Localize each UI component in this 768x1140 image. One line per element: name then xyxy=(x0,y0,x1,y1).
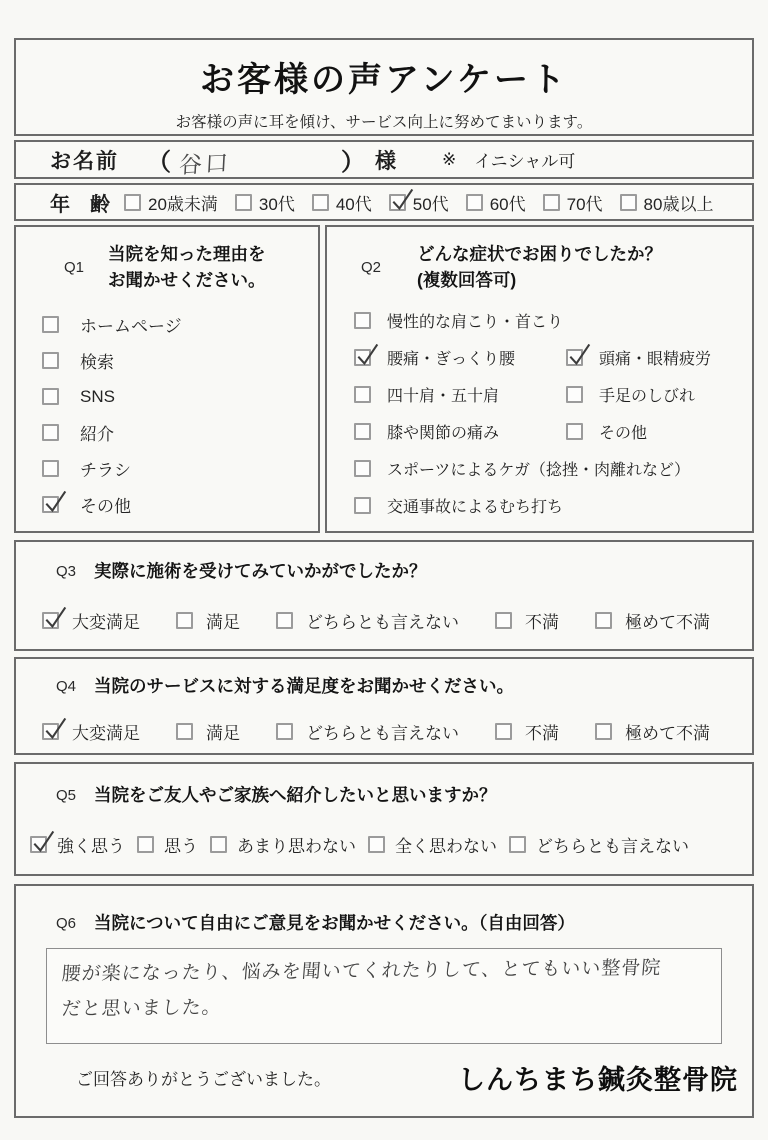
q1-option-referral[interactable]: 紹介 xyxy=(42,415,318,451)
q4-number: Q4 xyxy=(56,677,77,695)
handwritten-comment-line1: 腰が楽になったり、悩みを聞いてくれたりして、とてもいい整骨院 xyxy=(60,957,663,986)
q3-option-extremely-dissatisfied[interactable]: 極めて不満 xyxy=(595,608,710,633)
q1-checkbox-homepage[interactable] xyxy=(42,316,59,333)
free-comment-area[interactable] xyxy=(46,948,722,1044)
q2-checkbox-lower-back-pain[interactable] xyxy=(354,349,371,366)
age-option-40s[interactable]: 40代 xyxy=(312,190,372,215)
header-section xyxy=(14,38,754,136)
check-icon xyxy=(42,489,69,516)
age-option-60s[interactable]: 60代 xyxy=(466,190,526,215)
check-icon xyxy=(30,829,57,856)
q3-question: 実際に施術を受けてみていかがでしたか？ xyxy=(94,561,427,581)
q1-checkbox-flyer[interactable] xyxy=(42,460,59,477)
q2-checkbox-knee-joint-pain[interactable] xyxy=(354,423,371,440)
age-option-50s[interactable]: 50代 xyxy=(389,190,449,215)
age-checkbox-60s[interactable] xyxy=(466,194,483,211)
q5-options xyxy=(16,832,752,857)
q4-checkbox-very-satisfied[interactable] xyxy=(42,723,59,740)
q1-options xyxy=(16,307,318,523)
q1-checkbox-sns[interactable] xyxy=(42,388,59,405)
age-label: 年 齢 xyxy=(50,193,110,216)
q2-row xyxy=(354,413,752,450)
q4-section xyxy=(14,657,754,755)
age-option-under20[interactable]: 20歳未満 xyxy=(124,190,218,215)
q2-checkbox-headache-eyestrain[interactable] xyxy=(566,349,583,366)
q6-section xyxy=(14,884,754,1118)
name-input[interactable]: 谷口 xyxy=(178,149,232,179)
age-section xyxy=(14,183,754,221)
note-mark: ※ xyxy=(442,149,457,169)
age-checkbox-70s[interactable] xyxy=(543,194,560,211)
q1-checkbox-other[interactable] xyxy=(42,496,59,513)
q2-row xyxy=(354,487,752,524)
q1-checkbox-referral[interactable] xyxy=(42,424,59,441)
q4-question: 当院のサービスに対する満足度をお聞かせください。 xyxy=(94,676,515,696)
check-icon xyxy=(389,187,416,214)
q2-option-other[interactable]: その他 xyxy=(566,420,647,443)
paren-open: （ xyxy=(147,149,171,176)
survey-document xyxy=(14,38,754,1118)
q2-checkbox-other[interactable] xyxy=(566,423,583,440)
q2-options xyxy=(327,302,752,524)
q5-option-neither[interactable]: どちらとも言えない xyxy=(509,832,689,857)
age-option-30s[interactable]: 30代 xyxy=(235,190,295,215)
q3-checkbox-dissatisfied[interactable] xyxy=(495,612,512,629)
q4-options xyxy=(16,719,752,744)
check-icon xyxy=(566,342,593,369)
q1-question: 当院を知った理由を お聞かせください。 xyxy=(108,244,266,291)
name-label: お名前 xyxy=(50,149,119,173)
q4-option-dissatisfied[interactable]: 不満 xyxy=(495,719,559,744)
q2-option-frozen-shoulder[interactable]: 四十肩・五十肩 xyxy=(354,383,566,406)
q1-section xyxy=(14,225,320,533)
age-options xyxy=(124,190,713,215)
q5-checkbox-not-at-all[interactable] xyxy=(368,836,385,853)
q2-section xyxy=(325,225,754,533)
age-checkbox-under20[interactable] xyxy=(124,194,141,211)
page-subtitle: お客様の声に耳を傾け、サービス向上に努めてまいります。 xyxy=(175,114,593,131)
q4-option-satisfied[interactable]: 満足 xyxy=(176,719,240,744)
q4-option-very-satisfied[interactable]: 大変満足 xyxy=(42,719,140,744)
q3-checkbox-very-satisfied[interactable] xyxy=(42,612,59,629)
q5-checkbox-agree[interactable] xyxy=(137,836,154,853)
q2-number: Q2 xyxy=(361,258,382,276)
q2-option-lower-back-pain[interactable]: 腰痛・ぎっくり腰 xyxy=(354,346,566,369)
q2-question: どんな症状でお困りでしたか？ (複数回答可) xyxy=(417,244,663,291)
q2-option-headache-eyestrain[interactable]: 頭痛・眼精疲労 xyxy=(566,346,711,369)
q2-checkbox-whiplash[interactable] xyxy=(354,497,371,514)
clinic-name: しんちまち鍼灸整骨院 xyxy=(458,1065,738,1096)
q3-option-very-satisfied[interactable]: 大変満足 xyxy=(42,608,140,633)
q6-header xyxy=(16,910,752,936)
honorific-label: 様 xyxy=(375,149,396,173)
q6-number: Q6 xyxy=(56,914,77,932)
thanks-text: ご回答ありがとうございました。 xyxy=(76,1070,331,1090)
q1-q2-row xyxy=(14,225,754,533)
q4-checkbox-extremely-dissatisfied[interactable] xyxy=(595,723,612,740)
page-title: お客様の声アンケート xyxy=(200,61,568,99)
q1-option-sns[interactable]: SNS xyxy=(42,379,318,415)
q1-header xyxy=(16,241,318,294)
q3-option-dissatisfied[interactable]: 不満 xyxy=(495,608,559,633)
initial-ok-note: イニシャル可 xyxy=(474,152,576,171)
q3-option-satisfied[interactable]: 満足 xyxy=(176,608,240,633)
q2-option-knee-joint-pain[interactable]: 膝や関節の痛み xyxy=(354,420,566,443)
q6-question: 当院について自由にご意見をお聞かせください。（自由回答） xyxy=(94,913,575,933)
q4-checkbox-dissatisfied[interactable] xyxy=(495,723,512,740)
q5-question: 当院をご友人やご家族へ紹介したいと思いますか？ xyxy=(94,785,497,805)
q2-option-shoulder-neck-stiffness[interactable]: 慢性的な肩こり・首こり xyxy=(354,309,563,332)
q1-option-homepage[interactable]: ホームページ xyxy=(42,307,318,343)
q2-row xyxy=(354,339,752,376)
age-option-80plus[interactable]: 80歳以上 xyxy=(620,190,714,215)
q2-checkbox-frozen-shoulder[interactable] xyxy=(354,386,371,403)
age-checkbox-40s[interactable] xyxy=(312,194,329,211)
age-checkbox-30s[interactable] xyxy=(235,194,252,211)
q4-option-extremely-dissatisfied[interactable]: 極めて不満 xyxy=(595,719,710,744)
q2-checkbox-shoulder-neck-stiffness[interactable] xyxy=(354,312,371,329)
q1-number: Q1 xyxy=(64,258,85,276)
check-icon xyxy=(42,716,69,743)
q2-option-limb-numbness[interactable]: 手足のしびれ xyxy=(566,383,695,406)
q5-option-agree[interactable]: 思う xyxy=(137,832,198,857)
q3-header xyxy=(16,558,752,584)
q1-option-other[interactable]: その他 xyxy=(42,487,318,523)
q2-option-sports-injury[interactable]: スポーツによるケガ（捻挫・肉離れなど） xyxy=(354,457,690,480)
q5-option-not-really[interactable]: あまり思わない xyxy=(210,832,356,857)
q3-section xyxy=(14,540,754,651)
q2-header xyxy=(327,241,752,294)
age-checkbox-50s[interactable] xyxy=(389,194,406,211)
q2-row xyxy=(354,376,752,413)
q2-checkbox-sports-injury[interactable] xyxy=(354,460,371,477)
q5-checkbox-neither[interactable] xyxy=(509,836,526,853)
q3-checkbox-extremely-dissatisfied[interactable] xyxy=(595,612,612,629)
q4-checkbox-satisfied[interactable] xyxy=(176,723,193,740)
age-option-70s[interactable]: 70代 xyxy=(543,190,603,215)
q1-option-flyer[interactable]: チラシ xyxy=(42,451,318,487)
q5-option-not-at-all[interactable]: 全く思わない xyxy=(368,832,497,857)
footer-row xyxy=(16,1058,752,1097)
q4-option-neutral[interactable]: どちらとも言えない xyxy=(276,719,459,744)
name-section xyxy=(14,140,754,179)
q5-section xyxy=(14,762,754,876)
q5-checkbox-strongly-agree[interactable] xyxy=(30,836,47,853)
q3-checkbox-neutral[interactable] xyxy=(276,612,293,629)
q5-checkbox-not-really[interactable] xyxy=(210,836,227,853)
q4-header xyxy=(16,673,752,699)
q1-checkbox-search[interactable] xyxy=(42,352,59,369)
q2-row xyxy=(354,302,752,339)
q2-checkbox-limb-numbness[interactable] xyxy=(566,386,583,403)
q1-option-search[interactable]: 検索 xyxy=(42,343,318,379)
age-checkbox-80plus[interactable] xyxy=(620,194,637,211)
q2-option-whiplash[interactable]: 交通事故によるむち打ち xyxy=(354,494,563,517)
q5-header xyxy=(16,782,752,808)
check-icon xyxy=(354,342,381,369)
q3-options xyxy=(16,608,752,633)
q5-number: Q5 xyxy=(56,786,77,804)
q3-checkbox-satisfied[interactable] xyxy=(176,612,193,629)
q2-row xyxy=(354,450,752,487)
handwritten-comment-line2: だと思いました。 xyxy=(60,997,223,1021)
paren-close: ） xyxy=(341,149,365,176)
q4-checkbox-neutral[interactable] xyxy=(276,723,293,740)
q5-option-strongly-agree[interactable]: 強く思う xyxy=(30,832,125,857)
q3-number: Q3 xyxy=(56,562,77,580)
q3-option-neutral[interactable]: どちらとも言えない xyxy=(276,608,459,633)
check-icon xyxy=(42,605,69,632)
